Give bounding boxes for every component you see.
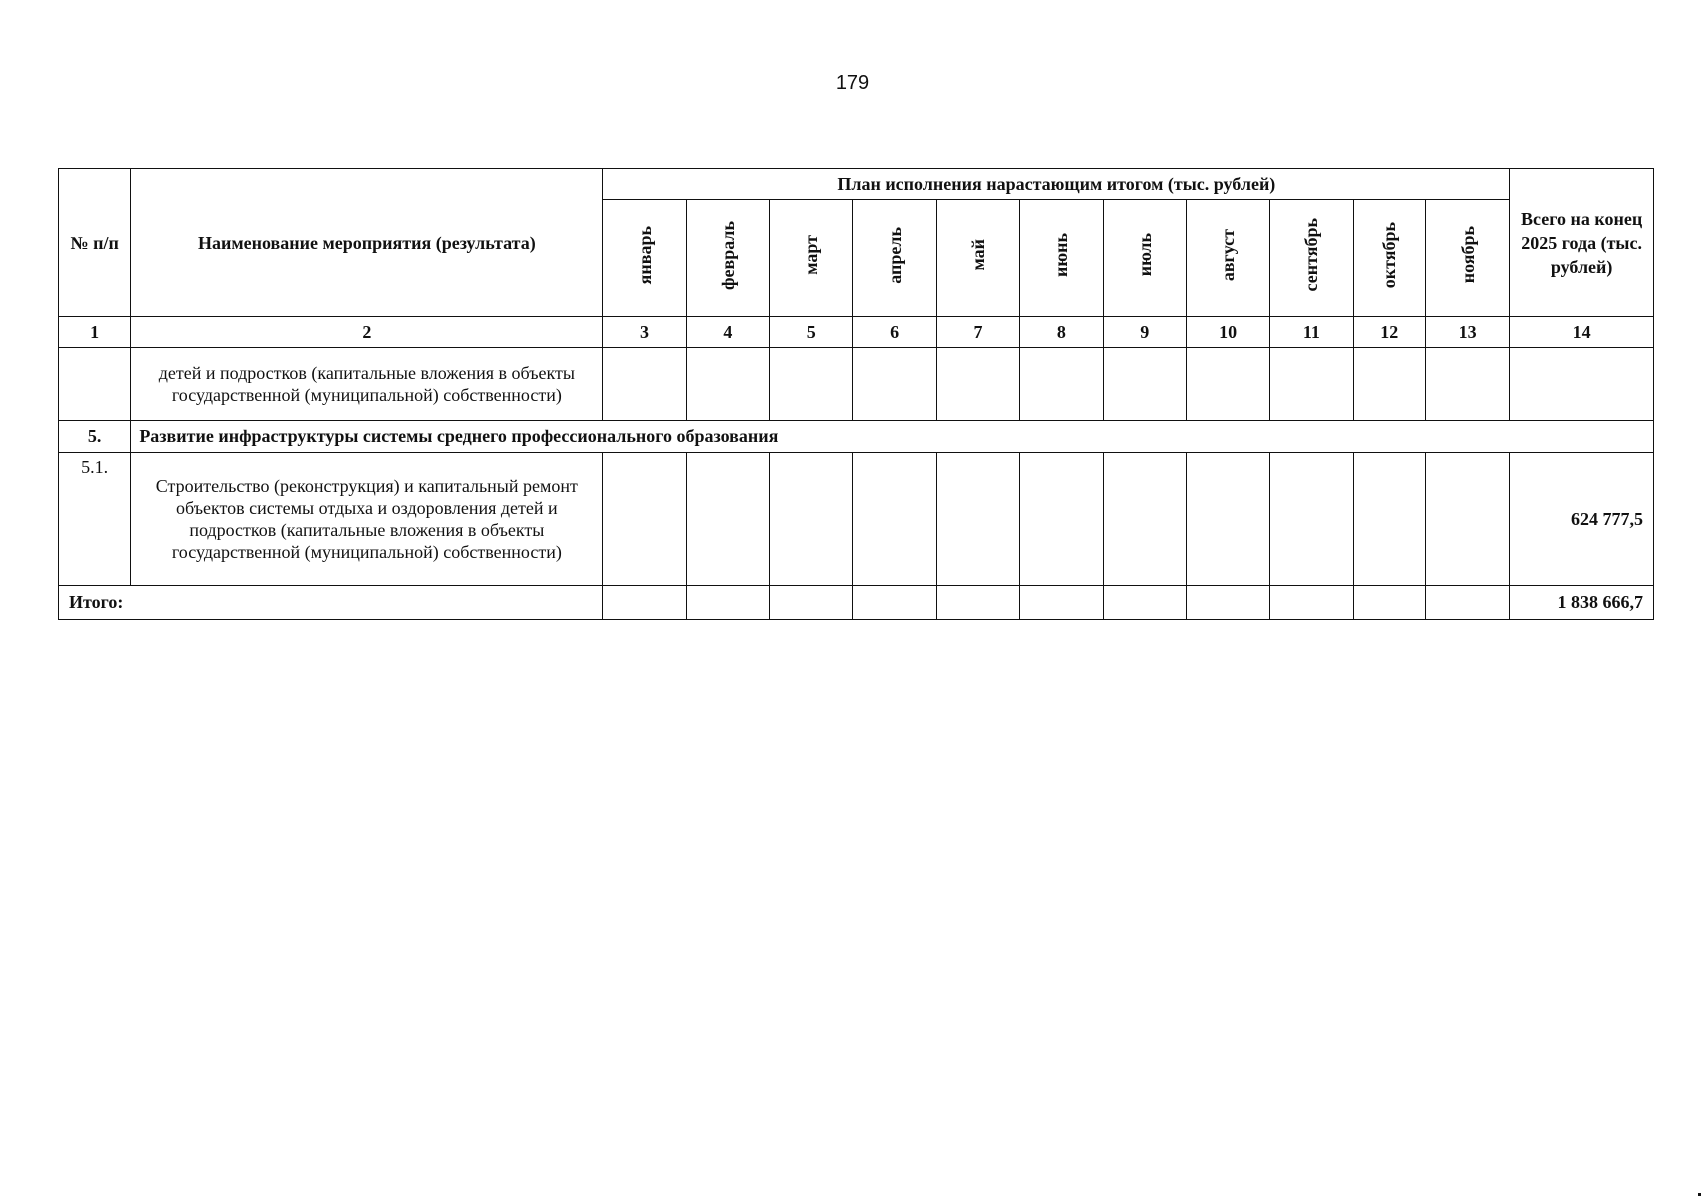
month-header: [936, 200, 1019, 317]
column-number: 13: [1425, 317, 1509, 348]
month-header: [1353, 200, 1425, 317]
empty-cell: [1186, 348, 1269, 421]
empty-cell: [1020, 586, 1103, 620]
empty-cell: [59, 348, 131, 421]
column-number: 6: [853, 317, 936, 348]
empty-cell: [770, 586, 853, 620]
column-number: 5: [770, 317, 853, 348]
empty-cell: [1425, 348, 1509, 421]
empty-cell: [686, 348, 769, 421]
empty-cell: [1353, 453, 1425, 586]
empty-cell: [1353, 348, 1425, 421]
month-header: [1425, 200, 1509, 317]
scan-corner-mark: [1698, 1193, 1701, 1196]
empty-cell: [686, 586, 769, 620]
empty-cell: [1020, 348, 1103, 421]
page-number: 179: [835, 72, 870, 94]
item-name: Строительство (реконструкция) и капитальный ремонт объектов системы отдыха и оздоровления детей и подростков (капитальные вложения в объекты государственной (муниципальной) собственности): [131, 453, 603, 586]
header-total: Всего на конец 2025 года (тыс. рублей): [1510, 169, 1654, 317]
column-number: 12: [1353, 317, 1425, 348]
header-row-top: [59, 169, 1654, 200]
empty-cell: [1510, 348, 1654, 421]
empty-cell: [1270, 348, 1353, 421]
empty-cell: [1186, 586, 1269, 620]
empty-cell: [936, 586, 1019, 620]
empty-cell: [1103, 586, 1186, 620]
column-number: 11: [1270, 317, 1353, 348]
column-number: 9: [1103, 317, 1186, 348]
empty-cell: [1103, 348, 1186, 421]
month-label: июнь: [1051, 232, 1072, 277]
continuation-row: [59, 348, 1654, 421]
item-number: 5.1.: [59, 453, 131, 586]
column-number: 7: [936, 317, 1019, 348]
month-label: февраль: [717, 220, 738, 290]
empty-cell: [1425, 586, 1509, 620]
month-header: [853, 200, 936, 317]
empty-cell: [603, 586, 686, 620]
header-num: № п/п: [59, 169, 131, 317]
empty-cell: [1353, 586, 1425, 620]
month-header: [1186, 200, 1269, 317]
column-number: 1: [59, 317, 131, 348]
item-total: 624 777,5: [1510, 453, 1654, 586]
month-label: апрель: [884, 226, 905, 284]
month-label: август: [1218, 228, 1239, 282]
empty-cell: [1425, 453, 1509, 586]
empty-cell: [770, 348, 853, 421]
month-label: июль: [1134, 233, 1155, 277]
continuation-text: детей и подростков (капитальные вложения в объекты государственной (муниципальной) собственности): [131, 348, 603, 421]
itogo-row: [59, 586, 1654, 620]
month-label: ноябрь: [1457, 226, 1478, 284]
month-header: [1103, 200, 1186, 317]
header-name: Наименование мероприятия (результата): [131, 169, 603, 317]
empty-cell: [1020, 453, 1103, 586]
month-header: [770, 200, 853, 317]
empty-cell: [853, 348, 936, 421]
column-number: 2: [131, 317, 603, 348]
empty-cell: [936, 348, 1019, 421]
itogo-total: 1 838 666,7: [1510, 586, 1654, 620]
month-label: январь: [634, 225, 655, 285]
column-numbers-row: [59, 317, 1654, 348]
empty-cell: [686, 453, 769, 586]
empty-cell: [1186, 453, 1269, 586]
empty-cell: [1270, 453, 1353, 586]
month-header: [1020, 200, 1103, 317]
empty-cell: [603, 348, 686, 421]
month-label: октябрь: [1379, 221, 1400, 289]
plan-table: [58, 168, 1654, 620]
empty-cell: [1270, 586, 1353, 620]
column-number: 10: [1186, 317, 1269, 348]
month-header: [603, 200, 686, 317]
section-number: 5.: [59, 421, 131, 453]
itogo-label: Итого:: [59, 586, 603, 620]
empty-cell: [770, 453, 853, 586]
column-number: 4: [686, 317, 769, 348]
month-header: [1270, 200, 1353, 317]
header-plan: План исполнения нарастающим итогом (тыс. рублей): [603, 169, 1510, 200]
empty-cell: [603, 453, 686, 586]
month-label: сентябрь: [1301, 218, 1322, 292]
item-row: [59, 453, 1654, 586]
column-number: 3: [603, 317, 686, 348]
section-row: [59, 421, 1654, 453]
empty-cell: [853, 586, 936, 620]
month-label: май: [967, 239, 988, 271]
month-label: март: [801, 235, 822, 275]
column-number: 14: [1510, 317, 1654, 348]
month-header: [686, 200, 769, 317]
empty-cell: [936, 453, 1019, 586]
section-title: Развитие инфраструктуры системы среднего профессионального образования: [131, 421, 1654, 453]
empty-cell: [853, 453, 936, 586]
empty-cell: [1103, 453, 1186, 586]
column-number: 8: [1020, 317, 1103, 348]
